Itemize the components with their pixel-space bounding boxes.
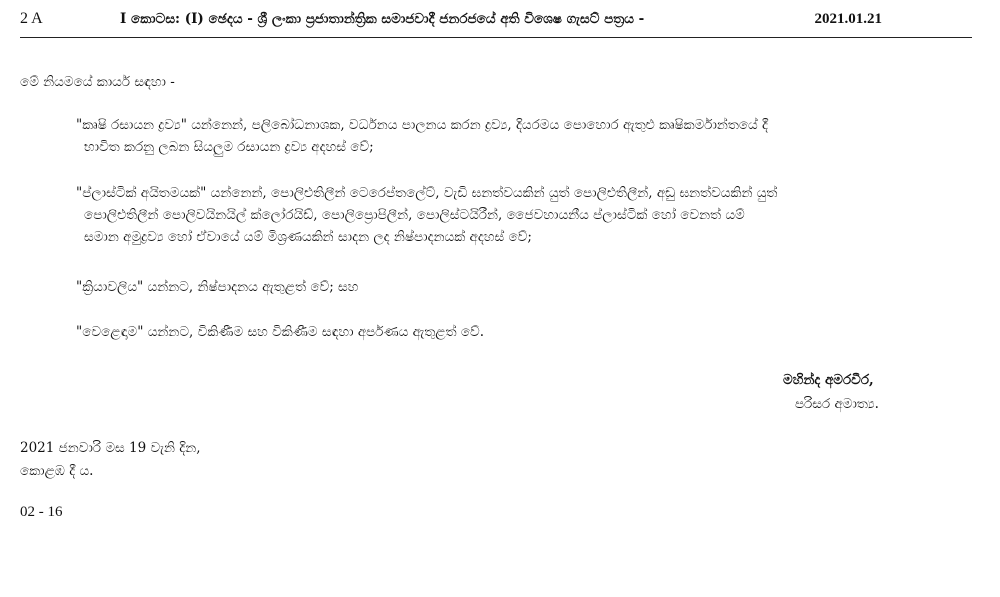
definition-process xyxy=(76,276,976,298)
intro-text: මේ නියමයේ කාර්ය සඳහා - xyxy=(20,74,175,90)
definition-line: පොලිඑතිලීන් පොලිවයිනයිල් ක්ලෝරයිඩ්, පොලිප්‍රොපිලීන්, පොලිස්ටයිරීන්, ජෛවහායනීය ප්ලාස්ටික් හෝ වෙනත් යම් xyxy=(84,207,745,223)
definition-line: "වෙළෙඳාම" යන්නට, විකිණීම සහ විකිණීම සඳහා අර්පණය ඇතුළත් වේ. xyxy=(76,324,485,340)
definition-line: භාවිත කරනු ලබන සියලුම රසායන ද්‍රව්‍ය අදහස් වේ; xyxy=(84,139,374,155)
issue-date: 2021 ජනවාරි මස 19 වැනි දින, xyxy=(20,440,201,456)
definition-agrochemical xyxy=(76,114,976,158)
document-code: 02 - 16 xyxy=(20,504,63,520)
signatory-title: පරිසර අමාත්‍ය. xyxy=(795,396,879,412)
signature-block xyxy=(783,368,879,416)
gazette-title: I කොටස: (I) ඡෙදය - ශ්‍රී ලංකා ප්‍රජාතාන්ත්‍රික සමාජවාදී ජනරජයේ අති විශෙෂ ගැසට් පත්‍රය - xyxy=(120,11,645,27)
definition-plastic-item xyxy=(76,182,976,248)
definition-line: සමාන අමුද්‍රව්‍ය හෝ ඒවායේ යම් මිශ්‍රණයකින් සාදන ලද නිෂ්පාදනයක් අදහස් වේ; xyxy=(84,229,532,245)
signatory-name: මහින්ද අමරවීර, xyxy=(783,372,874,388)
gazette-date: 2021.01.21 xyxy=(814,11,882,27)
page-number: 2 A xyxy=(20,10,43,27)
definition-line: "කෘෂි රසායන ද්‍රව්‍ය" යන්නෙන්, පලිබෝධනාශක, වර්ධනය පාලනය කරන ද්‍රව්‍ය, දියරමය පොහොර ඇතුළු කෘෂිකර්මාන්තයේ දී xyxy=(76,117,769,133)
issue-date-block xyxy=(20,437,201,483)
page-header xyxy=(20,6,972,32)
issue-place: කොළඹ දී ය. xyxy=(20,463,94,479)
definition-trade xyxy=(76,321,976,343)
definition-line: "ක්‍රියාවලිය" යන්නට, නිෂ්පාදනය ඇතුළත් වේ; සහ xyxy=(76,279,359,295)
definition-line: "ප්ලාස්ටික් අයිතමයක්" යන්නෙන්, පොලිඑතිලීන් ටෙරෙප්තලේට්, වැඩි ඝනත්වයකින් යුත් පොලිඑතිලීන්, අඩු ඝනත්වයකින් යුත් xyxy=(76,185,778,201)
header-divider xyxy=(20,37,972,38)
